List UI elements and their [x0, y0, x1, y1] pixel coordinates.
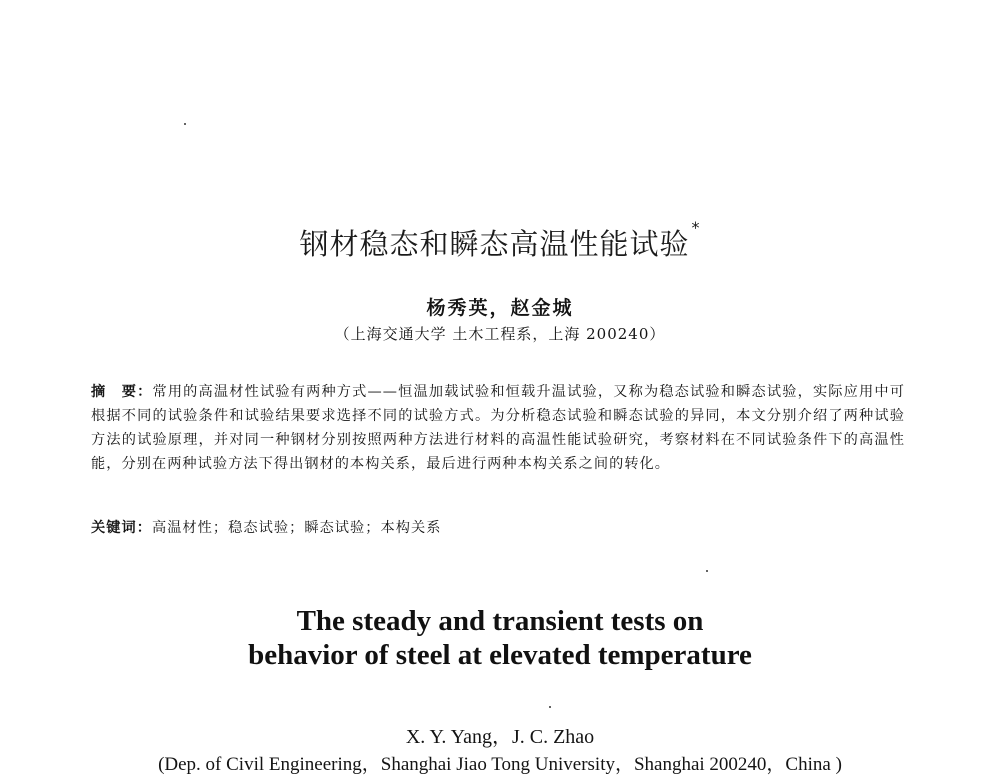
title-footnote-mark: * — [691, 218, 701, 237]
keywords-text: 高温材性；稳态试验；瞬态试验；本构关系 — [151, 520, 442, 536]
chinese-title-text: 钢材稳态和瞬态高温性能试验 — [299, 227, 690, 261]
scan-speck — [549, 706, 551, 708]
chinese-abstract — [91, 380, 905, 476]
english-title-line-1: The steady and transient tests on — [296, 605, 704, 637]
chinese-authors: 杨秀英，赵金城 — [426, 297, 574, 319]
chinese-title — [0, 218, 1000, 263]
abstract-text: 常用的高温材性试验有两种方式——恒温加载试验和恒载升温试验，又称为稳态试验和瞬态试验，实际应用中可根据不同的试验条件和试验结果要求选择不同的试验方式。为分析稳态试验和瞬态试验的异同，本文分别介绍了两种试验方法的试验原理，并对同一种钢材分别按照两种方法进行材料的高温性能试验研究，考察材料在不同试验条件下的高温性能，分别在两种试验方法下得出钢材的本构关系，最后进行两种本构关系之间的转化。 — [91, 384, 905, 472]
english-authors: X. Y. Yang，J. C. Zhao — [405, 726, 595, 748]
keywords-label: 关键词： — [91, 520, 152, 536]
abstract-label: 摘 要： — [91, 384, 153, 400]
english-title — [0, 604, 1000, 672]
chinese-keywords — [91, 516, 905, 540]
scan-speck — [184, 123, 186, 125]
scan-speck — [706, 570, 708, 572]
english-title-line-2: behavior of steel at elevated temperature — [248, 639, 752, 671]
english-affiliation: (Dep. of Civil Engineering，Shanghai Jiao Tong University，Shanghai 200240，China ) — [158, 754, 842, 775]
chinese-affiliation: （上海交通大学 土木工程系，上海 200240） — [334, 325, 666, 343]
